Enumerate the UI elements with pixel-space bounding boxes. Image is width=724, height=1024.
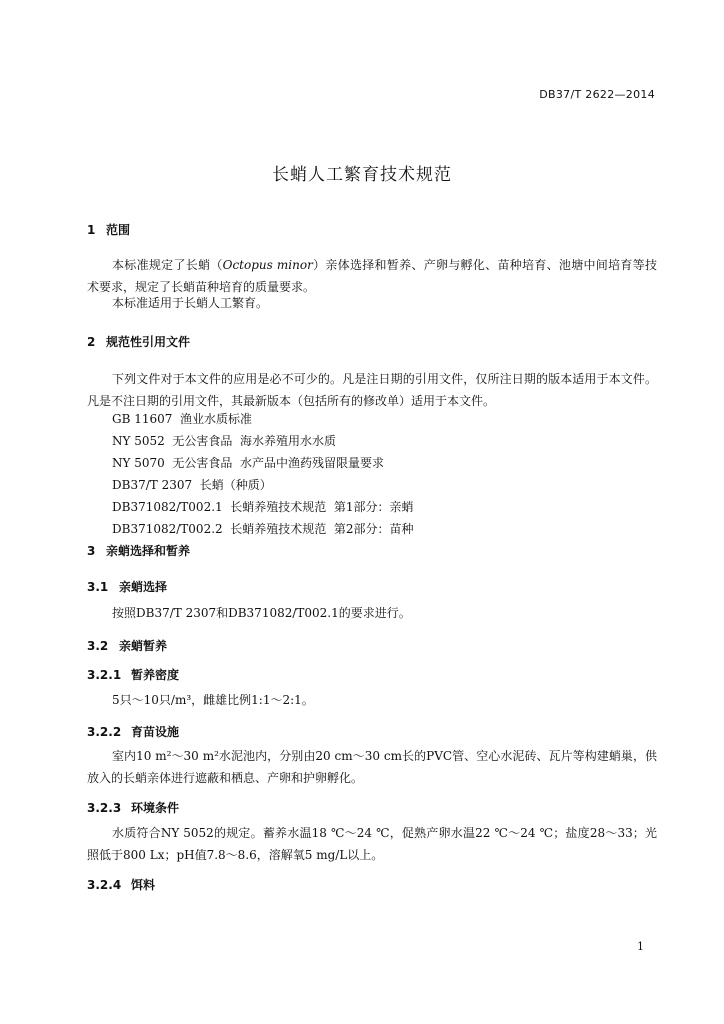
reference-item: GB 11607 渔业水质标准 [112, 412, 253, 426]
normative-references-intro: 下列文件对于本文件的应用是必不可少的。凡是注日期的引用文件，仅所注日期的版本适用于本文件。凡是不注日期的引用文件，其最新版本（包括所有的修改单）适用于本文件。 [87, 372, 657, 408]
subsection-heading-3-2-4 [87, 876, 155, 893]
reference-item: DB371082/T002.2 长蛸养殖技术规范 第2部分：苗种 [112, 522, 414, 536]
section-title: 亲蛸选择和暂养 [106, 544, 191, 558]
section-number: 3 [87, 544, 96, 558]
reference-item: DB37/T 2307 长蛸（种质） [112, 478, 272, 492]
subsection-heading-3-2-2 [87, 723, 179, 740]
paragraph-3-1: 按照DB37/T 2307和DB371082/T002.1的要求进行。 [112, 606, 411, 620]
subsection-heading-3-2 [87, 637, 167, 654]
section-title: 范围 [106, 223, 131, 237]
subsection-title: 环境条件 [131, 801, 180, 815]
subsection-number: 3.1 [87, 580, 109, 594]
subsection-number: 3.2 [87, 639, 109, 653]
section-heading-1 [87, 221, 130, 238]
subsection-number: 3.2.1 [87, 668, 122, 682]
subsection-heading-3-2-3 [87, 799, 179, 816]
standard-number: DB37/T 2622—2014 [539, 88, 655, 101]
scope-text-b: ）亲体选择和暂养、产卵与孵化、苗种培育、池塘中间培育等技术要求，规定了长蛸苗种培育的质量要求。 [87, 258, 657, 294]
section-title: 规范性引用文件 [106, 335, 191, 349]
paragraph-3-2-3: 水质符合NY 5052的规定。蓄养水温18 ℃～24 ℃，促熟产卵水温22 ℃～24 ℃；盐度28～33；光照低于800 Lx；pH值7.8～8.6，溶解氧5 mg/L以上。 [87, 826, 657, 862]
page-number: 1 [637, 940, 644, 953]
subsection-number: 3.2.3 [87, 801, 122, 815]
section-heading-2 [87, 333, 190, 350]
section-heading-3 [87, 542, 190, 559]
subsection-title: 育苗设施 [131, 725, 180, 739]
document-title: 长蛸人工繁育技术规范 [272, 165, 452, 185]
subsection-heading-3-2-1 [87, 666, 179, 683]
subsection-title: 亲蛸选择 [119, 580, 168, 594]
reference-item: NY 5052 无公害食品 海水养殖用水水质 [112, 434, 337, 448]
section-number: 1 [87, 223, 96, 237]
subsection-heading-3-1 [87, 578, 167, 595]
subsection-title: 亲蛸暂养 [119, 639, 168, 653]
subsection-title: 饵料 [131, 878, 156, 892]
reference-item: DB371082/T002.1 长蛸养殖技术规范 第1部分：亲蛸 [112, 500, 414, 514]
subsection-number: 3.2.4 [87, 878, 122, 892]
subsection-number: 3.2.2 [87, 725, 122, 739]
reference-item: NY 5070 无公害食品 水产品中渔药残留限量要求 [112, 456, 385, 470]
scope-text-a: 本标准规定了长蛸（ [112, 258, 223, 272]
scope-applicability: 本标准适用于长蛸人工繁育。 [112, 296, 269, 310]
section-number: 2 [87, 335, 96, 349]
paragraph-3-2-2: 室内10 m²～30 m²水泥池内，分别由20 cm～30 cm长的PVC管、空心水泥砖、瓦片等构建蛸巢，供放入的长蛸亲体进行遮蔽和栖息、产卵和护卵孵化。 [87, 749, 657, 785]
paragraph-3-2-1: 5只～10只/m³，雌雄比例1:1～2:1。 [112, 693, 314, 707]
latin-name: Octopus minor [222, 258, 313, 272]
subsection-title: 暂养密度 [131, 668, 180, 682]
